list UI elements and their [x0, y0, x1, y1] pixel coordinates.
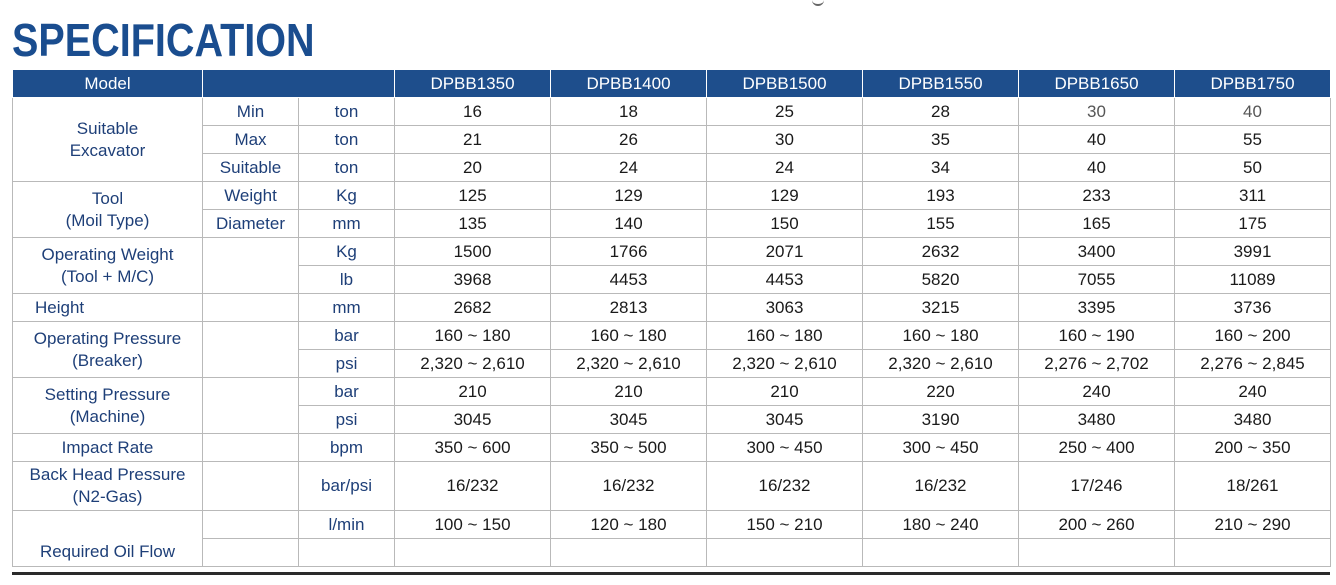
label-line: Operating Weight — [41, 244, 174, 264]
table-row — [13, 294, 1331, 322]
label-line: Suitable — [76, 118, 139, 138]
sub-label: Weight — [203, 182, 299, 210]
value-cell: 16/232 — [863, 462, 1019, 511]
value-cell: 160 ~ 180 — [707, 322, 863, 350]
empty-cell — [551, 539, 707, 567]
value-cell: 5820 — [863, 266, 1019, 294]
unit-cell: mm — [299, 210, 395, 238]
specification-table — [12, 69, 1331, 567]
sub-label-blank — [203, 238, 299, 294]
sub-label-blank — [203, 378, 299, 434]
value-cell: 16 — [395, 98, 551, 126]
value-cell: 28 — [863, 98, 1019, 126]
value-cell: 129 — [707, 182, 863, 210]
unit-cell: lb — [299, 266, 395, 294]
table-row — [13, 210, 1331, 238]
value-cell: 3215 — [863, 294, 1019, 322]
table-row — [13, 126, 1331, 154]
unit-cell: ton — [299, 98, 395, 126]
value-cell: 3991 — [1175, 238, 1331, 266]
value-cell: 3480 — [1175, 406, 1331, 434]
page-title: SPECIFICATION — [12, 14, 315, 66]
empty-cell — [707, 539, 863, 567]
unit-cell: Kg — [299, 182, 395, 210]
value-cell: 16/232 — [707, 462, 863, 511]
value-cell: 7055 — [1019, 266, 1175, 294]
sub-label: Max — [203, 126, 299, 154]
label-line: Back Head Pressure — [29, 465, 186, 484]
value-cell: 135 — [395, 210, 551, 238]
sub-label-blank — [203, 434, 299, 462]
value-cell: 11089 — [1175, 266, 1331, 294]
row-label-suitable-excavator — [13, 98, 203, 182]
value-cell: 129 — [551, 182, 707, 210]
value-cell: 300 ~ 450 — [707, 434, 863, 462]
row-label-required-oil-flow — [13, 511, 203, 567]
value-cell: 160 ~ 180 — [395, 322, 551, 350]
value-cell: 3968 — [395, 266, 551, 294]
value-cell: 210 — [707, 378, 863, 406]
unit-cell: mm — [299, 294, 395, 322]
unit-cell: bar — [299, 322, 395, 350]
table-row — [13, 182, 1331, 210]
value-cell: 40 — [1175, 98, 1331, 126]
value-cell: 3045 — [707, 406, 863, 434]
value-cell: 160 ~ 180 — [551, 322, 707, 350]
table-row — [13, 98, 1331, 126]
value-cell: 350 ~ 500 — [551, 434, 707, 462]
value-cell: 40 — [1019, 154, 1175, 182]
unit-cell: bpm — [299, 434, 395, 462]
value-cell: 3045 — [395, 406, 551, 434]
value-cell: 34 — [863, 154, 1019, 182]
value-cell: 3395 — [1019, 294, 1175, 322]
value-cell: 300 ~ 450 — [863, 434, 1019, 462]
model-header: Model — [13, 70, 203, 98]
value-cell: 55 — [1175, 126, 1331, 154]
value-cell: 2,276 ~ 2,845 — [1175, 350, 1331, 378]
value-cell: 4453 — [707, 266, 863, 294]
value-cell: 17/246 — [1019, 462, 1175, 511]
value-cell: 350 ~ 600 — [395, 434, 551, 462]
row-label-operating-weight — [13, 238, 203, 294]
value-cell: 193 — [863, 182, 1019, 210]
value-cell: 2682 — [395, 294, 551, 322]
unit-cell: psi — [299, 350, 395, 378]
label-line: (Moil Type) — [65, 210, 150, 230]
bottom-divider — [12, 572, 1330, 575]
label-line: (N2-Gas) — [72, 487, 143, 506]
value-cell: 250 ~ 400 — [1019, 434, 1175, 462]
model-name: DPBB1500 — [707, 70, 863, 98]
sub-label-blank — [203, 511, 299, 539]
empty-cell — [203, 539, 299, 567]
value-cell: 180 ~ 240 — [863, 511, 1019, 539]
value-cell: 3063 — [707, 294, 863, 322]
unit-cell: bar/psi — [299, 462, 395, 511]
label-line: (Machine) — [69, 406, 146, 426]
value-cell: 2,320 ~ 2,610 — [707, 350, 863, 378]
sub-label: Suitable — [203, 154, 299, 182]
value-cell: 24 — [707, 154, 863, 182]
value-cell: 210 — [395, 378, 551, 406]
row-label-operating-pressure — [13, 322, 203, 378]
model-name: DPBB1750 — [1175, 70, 1331, 98]
label-line: (Tool + M/C) — [60, 266, 155, 286]
unit-cell: psi — [299, 406, 395, 434]
value-cell: 2,320 ~ 2,610 — [551, 350, 707, 378]
sub-label: Diameter — [203, 210, 299, 238]
value-cell: 155 — [863, 210, 1019, 238]
value-cell: 2632 — [863, 238, 1019, 266]
sub-label-blank — [203, 294, 299, 322]
label-line: Operating Pressure — [33, 328, 182, 348]
header-blank — [203, 70, 395, 98]
value-cell: 30 — [707, 126, 863, 154]
row-label-back-head-pressure — [13, 462, 203, 511]
unit-cell: ton — [299, 126, 395, 154]
row-label-tool — [13, 182, 203, 238]
value-cell: 3190 — [863, 406, 1019, 434]
value-cell: 3736 — [1175, 294, 1331, 322]
value-cell: 3400 — [1019, 238, 1175, 266]
value-cell: 2,320 ~ 2,610 — [863, 350, 1019, 378]
value-cell: 21 — [395, 126, 551, 154]
sub-label-blank — [203, 462, 299, 511]
sub-label-blank — [203, 322, 299, 378]
sub-label: Min — [203, 98, 299, 126]
model-name: DPBB1650 — [1019, 70, 1175, 98]
row-label-impact-rate — [13, 434, 203, 462]
value-cell: 220 — [863, 378, 1019, 406]
value-cell: 40 — [1019, 126, 1175, 154]
value-cell: 30 — [1019, 98, 1175, 126]
label-line: Required Oil Flow — [39, 542, 176, 561]
value-cell: 175 — [1175, 210, 1331, 238]
value-cell: 18/261 — [1175, 462, 1331, 511]
value-cell: 16/232 — [395, 462, 551, 511]
value-cell: 1766 — [551, 238, 707, 266]
unit-cell: l/min — [299, 511, 395, 539]
table-row-empty — [13, 539, 1331, 567]
unit-cell: ton — [299, 154, 395, 182]
label-line: Tool — [91, 188, 124, 208]
value-cell: 16/232 — [551, 462, 707, 511]
value-cell: 35 — [863, 126, 1019, 154]
header-row — [13, 70, 1331, 98]
value-cell: 2071 — [707, 238, 863, 266]
value-cell: 2813 — [551, 294, 707, 322]
value-cell: 160 ~ 190 — [1019, 322, 1175, 350]
value-cell: 2,320 ~ 2,610 — [395, 350, 551, 378]
cropped-logo-fragment — [812, 0, 824, 6]
table-row — [13, 238, 1331, 266]
value-cell: 311 — [1175, 182, 1331, 210]
value-cell: 210 — [551, 378, 707, 406]
label-line: Setting Pressure — [44, 384, 171, 404]
value-cell: 50 — [1175, 154, 1331, 182]
table-row — [13, 511, 1331, 539]
value-cell: 24 — [551, 154, 707, 182]
value-cell: 200 ~ 350 — [1175, 434, 1331, 462]
value-cell: 26 — [551, 126, 707, 154]
value-cell: 3045 — [551, 406, 707, 434]
value-cell: 125 — [395, 182, 551, 210]
label-line: Impact Rate — [61, 437, 154, 457]
model-name: DPBB1350 — [395, 70, 551, 98]
label-line: Height — [35, 297, 85, 317]
value-cell: 200 ~ 260 — [1019, 511, 1175, 539]
model-name: DPBB1550 — [863, 70, 1019, 98]
value-cell: 4453 — [551, 266, 707, 294]
table-row — [13, 462, 1331, 511]
value-cell: 20 — [395, 154, 551, 182]
empty-cell — [1175, 539, 1331, 567]
unit-cell: bar — [299, 378, 395, 406]
value-cell: 150 — [707, 210, 863, 238]
row-label-setting-pressure — [13, 378, 203, 434]
label-line: Excavator — [69, 140, 146, 160]
table-row — [13, 154, 1331, 182]
value-cell: 240 — [1175, 378, 1331, 406]
value-cell: 18 — [551, 98, 707, 126]
empty-cell — [299, 539, 395, 567]
table-row — [13, 434, 1331, 462]
value-cell: 210 ~ 290 — [1175, 511, 1331, 539]
empty-cell — [1019, 539, 1175, 567]
table-row — [13, 322, 1331, 350]
value-cell: 233 — [1019, 182, 1175, 210]
value-cell: 165 — [1019, 210, 1175, 238]
empty-cell — [395, 539, 551, 567]
label-line: (Breaker) — [72, 350, 143, 370]
table-row — [13, 378, 1331, 406]
value-cell: 120 ~ 180 — [551, 511, 707, 539]
model-name: DPBB1400 — [551, 70, 707, 98]
value-cell: 3480 — [1019, 406, 1175, 434]
value-cell: 150 ~ 210 — [707, 511, 863, 539]
value-cell: 25 — [707, 98, 863, 126]
unit-cell: Kg — [299, 238, 395, 266]
value-cell: 160 ~ 200 — [1175, 322, 1331, 350]
row-label-height — [13, 294, 203, 322]
value-cell: 160 ~ 180 — [863, 322, 1019, 350]
empty-cell — [863, 539, 1019, 567]
value-cell: 100 ~ 150 — [395, 511, 551, 539]
value-cell: 240 — [1019, 378, 1175, 406]
value-cell: 140 — [551, 210, 707, 238]
value-cell: 1500 — [395, 238, 551, 266]
value-cell: 2,276 ~ 2,702 — [1019, 350, 1175, 378]
